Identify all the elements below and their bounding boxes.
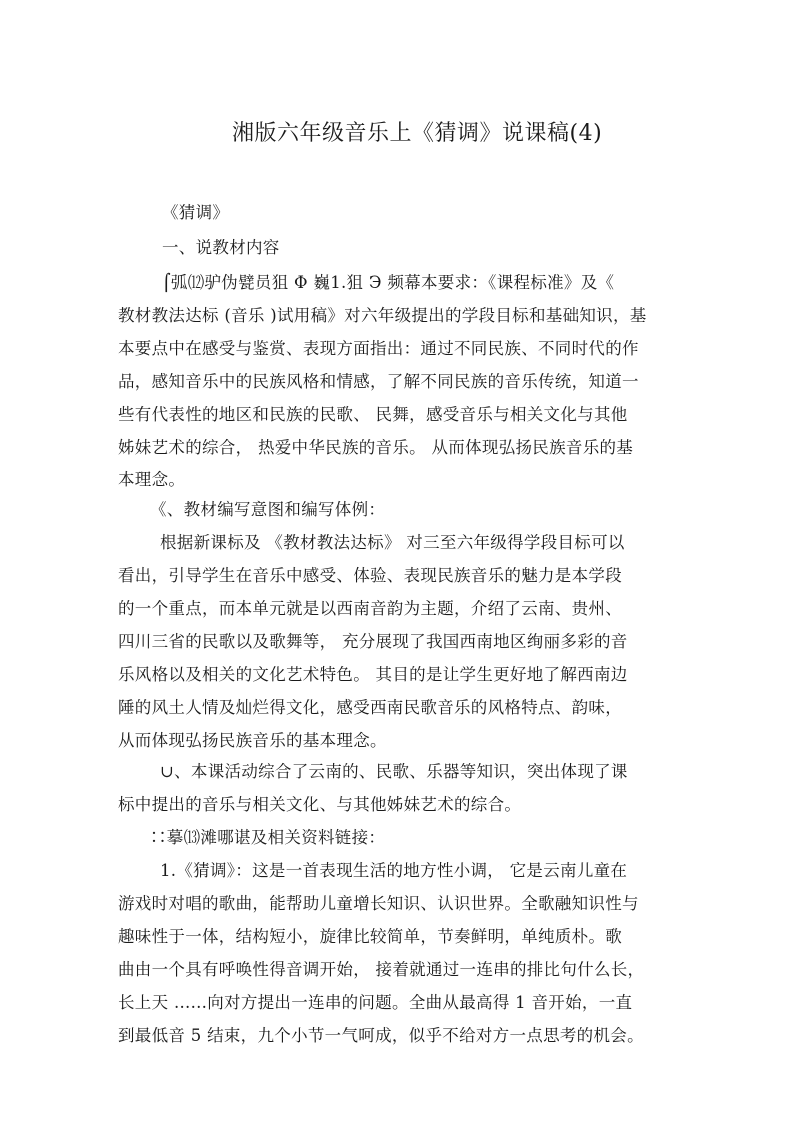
paragraph-line: 到最低音 5 结束，九个小节一气呵成，似乎不给对方一点思考的机会。: [118, 1026, 644, 1045]
paragraph-line: ∪、本课活动综合了云南的、民歌、乐器等知识，突出体现了课: [160, 762, 628, 781]
paragraph-line: 品，感知音乐中的民族风格和情感，了解不同民族的音乐传统，知道一: [118, 372, 639, 391]
paragraph-line: 从而体现弘扬民族音乐的基本理念。: [118, 731, 387, 750]
paragraph-line: 标中提出的音乐与相关文化、与其他姊妹艺术的综合。: [118, 795, 522, 814]
paragraph-line: 曲由一个具有呼唤性得音调开始， 接着就通过一连串的排比句什么长，: [118, 960, 645, 979]
paragraph-line: ⌠弧⑿驴伪甓员狙 Φ 巍1.狙 Э 频幕本要求：《课程标准》及《: [162, 273, 615, 292]
paragraph-line: 游戏时对唱的歌曲，能帮助儿童增长知识、认识世界。全歌融知识性与: [118, 894, 639, 913]
paragraph-line: 本要点中在感受与鉴赏、表现方面指出：通过不同民族、不同时代的作: [118, 339, 639, 358]
paragraph-line: 根据新课标及 《教材教法达标》 对三至六年级得学段目标可以: [160, 533, 625, 552]
paragraph-line: 教材教法达标 (音乐 )试用稿》对六年级提出的学段目标和基础知识，基: [118, 306, 647, 325]
section-heading: 一、说教材内容: [162, 238, 280, 257]
section-heading: ∷摹⒀滩哪谌及相关资料链接：: [150, 828, 386, 847]
paragraph-line: 长上天 ......向对方提出一连串的问题。全曲从最高得 1 音开始，一直: [118, 993, 633, 1012]
paragraph-line: 四川三省的民歌以及歌舞等， 充分展现了我国西南地区绚丽多彩的音: [118, 632, 628, 651]
section-heading: 《、教材编写意图和编写体例：: [150, 500, 386, 519]
paragraph-line: 本理念。: [118, 470, 186, 489]
page-title: 湘版六年级音乐上《猜调》说课稿(4): [232, 121, 603, 146]
paragraph-line: 的一个重点，而本单元就是以西南音韵为主题，介绍了云南、贵州、: [118, 599, 622, 618]
paragraph-line: 陲的风土人情及灿烂得文化，感受西南民歌音乐的风格特点、韵味，: [118, 698, 622, 717]
paragraph-line: 姊妹艺术的综合， 热爱中华民族的音乐。 从而体现弘扬民族音乐的基: [118, 438, 634, 457]
paragraph-line: 趣味性于一体，结构短小，旋律比较简单，节奏鲜明，单纯质朴。歌: [118, 927, 622, 946]
paragraph-line: 1.《猜调》：这是一首表现生活的地方性小调， 它是云南儿童在: [160, 861, 628, 880]
paragraph-line: 看出，引导学生在音乐中感受、体验、表现民族音乐的魅力是本学段: [118, 566, 622, 585]
paragraph-line: 些有代表性的地区和民族的民歌、 民舞，感受音乐与相关文化与其他: [118, 405, 628, 424]
section-heading: 《猜调》: [162, 203, 230, 222]
paragraph-line: 乐风格以及相关的文化艺术特色。 其目的是让学生更好地了解西南边: [118, 665, 628, 684]
